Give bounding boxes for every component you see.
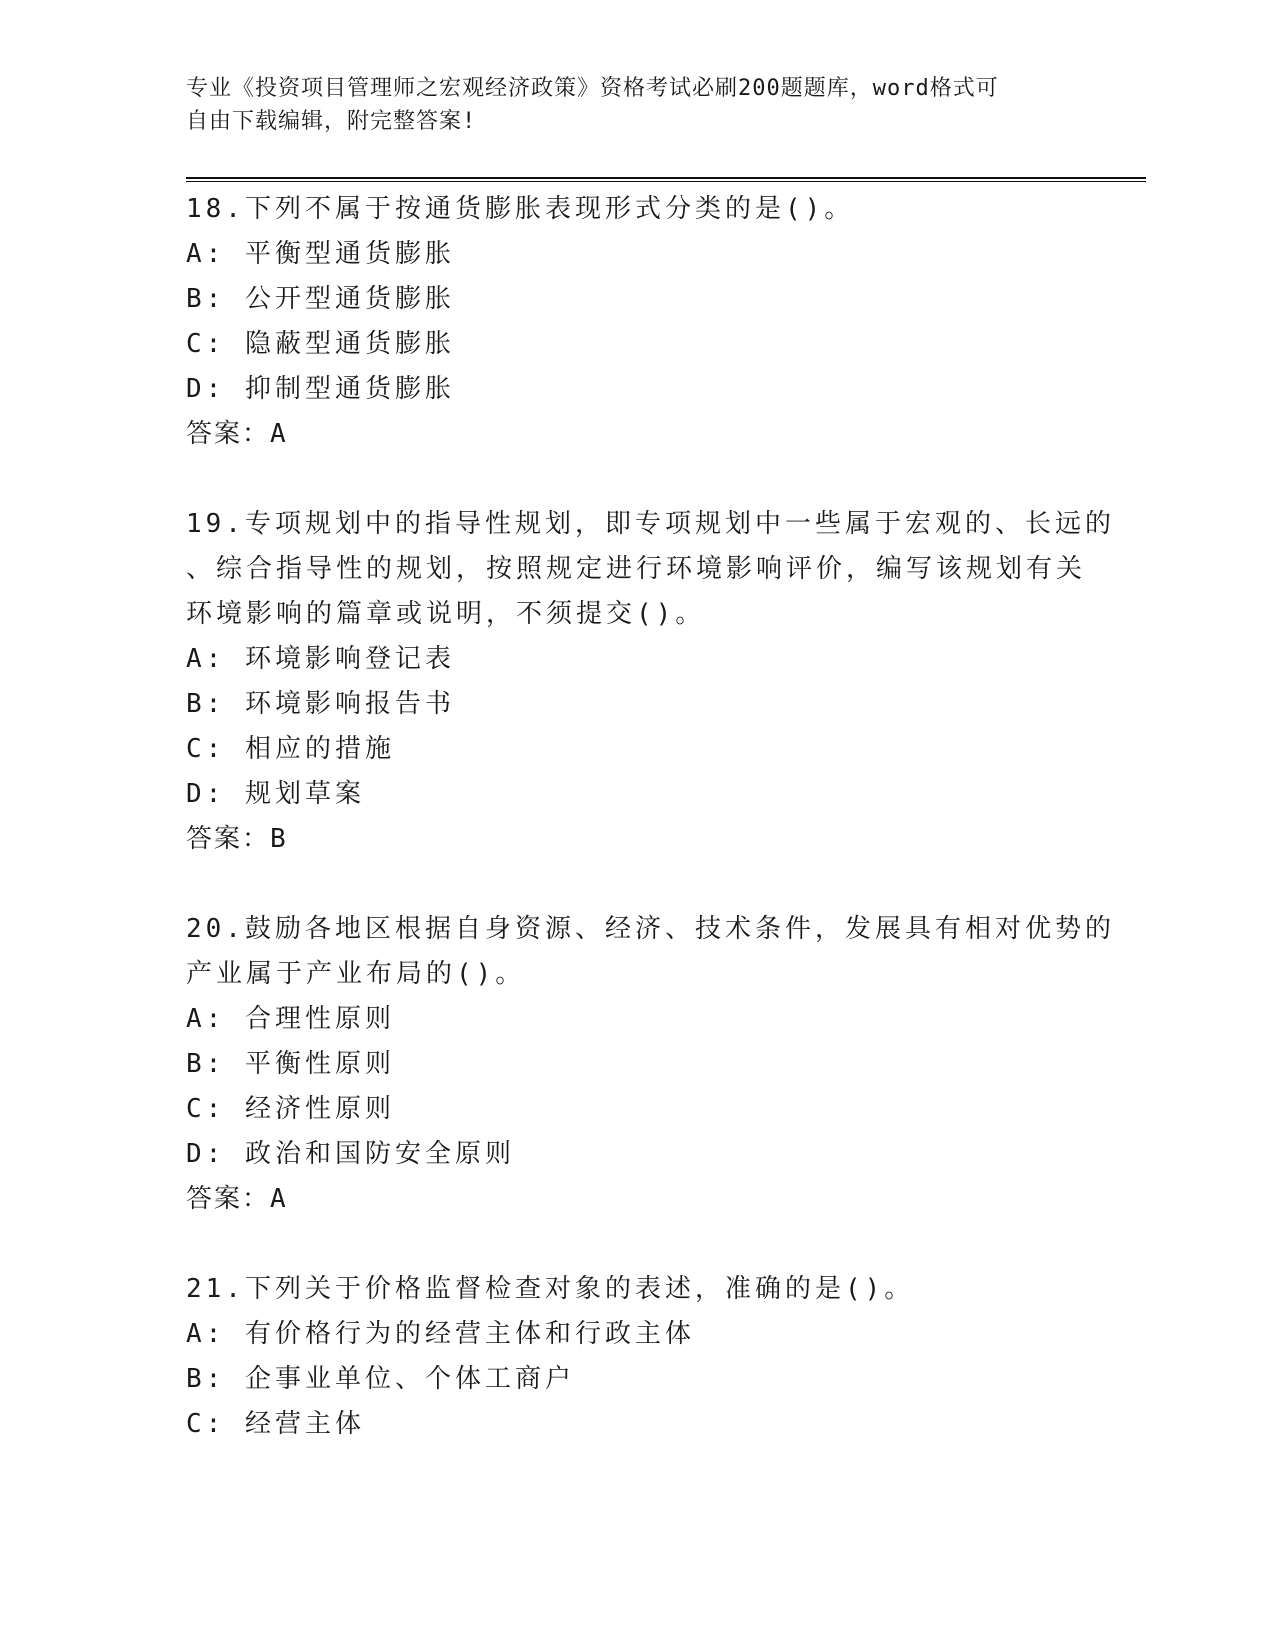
spacer: [186, 1222, 1086, 1267]
option-b: B: 企事业单位、个体工商户: [186, 1364, 575, 1394]
option-c: C: 相应的措施: [186, 734, 395, 764]
option-c: C: 隐蔽型通货膨胀: [186, 329, 455, 359]
option-c: C: 经济性原则: [186, 1094, 395, 1124]
option-b: B: 环境影响报告书: [186, 689, 455, 719]
header-line-2: 自由下载编辑，附完整答案!: [186, 109, 477, 134]
option-a: A: 合理性原则: [186, 1004, 395, 1034]
question-21: [186, 1267, 1086, 1447]
option-b: B: 公开型通货膨胀: [186, 284, 455, 314]
option-a: A: 有价格行为的经营主体和行政主体: [186, 1319, 695, 1349]
question-list: [186, 187, 1115, 1447]
question-stem: 环境影响的篇章或说明，不须提交()。: [186, 599, 706, 629]
question-stem: 19.专项规划中的指导性规划，即专项规划中一些属于宏观的、长远的: [186, 509, 1115, 539]
header-line-1: 专业《投资项目管理师之宏观经济政策》资格考试必刷200题题库，word格式可: [186, 76, 999, 101]
spacer: [186, 862, 1086, 907]
question-stem: 产业属于产业布局的()。: [186, 959, 526, 989]
question-stem: 20.鼓励各地区根据自身资源、经济、技术条件，发展具有相对优势的: [186, 914, 1115, 944]
question-20: [186, 907, 1115, 1222]
answer: 答案：A: [186, 419, 288, 449]
document-header: [186, 72, 1086, 138]
answer: 答案：A: [186, 1184, 288, 1214]
answer: 答案：B: [186, 824, 288, 854]
option-b: B: 平衡性原则: [186, 1049, 395, 1079]
question-19: [186, 502, 1115, 862]
question-stem: 21.下列关于价格监督检查对象的表述，准确的是()。: [186, 1274, 915, 1304]
option-a: A: 平衡型通货膨胀: [186, 239, 455, 269]
option-d: D: 政治和国防安全原则: [186, 1139, 515, 1169]
spacer: [186, 457, 1086, 502]
option-d: D: 抑制型通货膨胀: [186, 374, 455, 404]
question-18: [186, 187, 1086, 457]
question-stem: 、综合指导性的规划，按照规定进行环境影响评价，编写该规划有关: [186, 554, 1087, 584]
option-a: A: 环境影响登记表: [186, 644, 455, 674]
header-divider: [186, 177, 1146, 182]
question-stem: 18.下列不属于按通货膨胀表现形式分类的是()。: [186, 194, 855, 224]
option-d: D: 规划草案: [186, 779, 365, 809]
option-c: C: 经营主体: [186, 1409, 365, 1439]
